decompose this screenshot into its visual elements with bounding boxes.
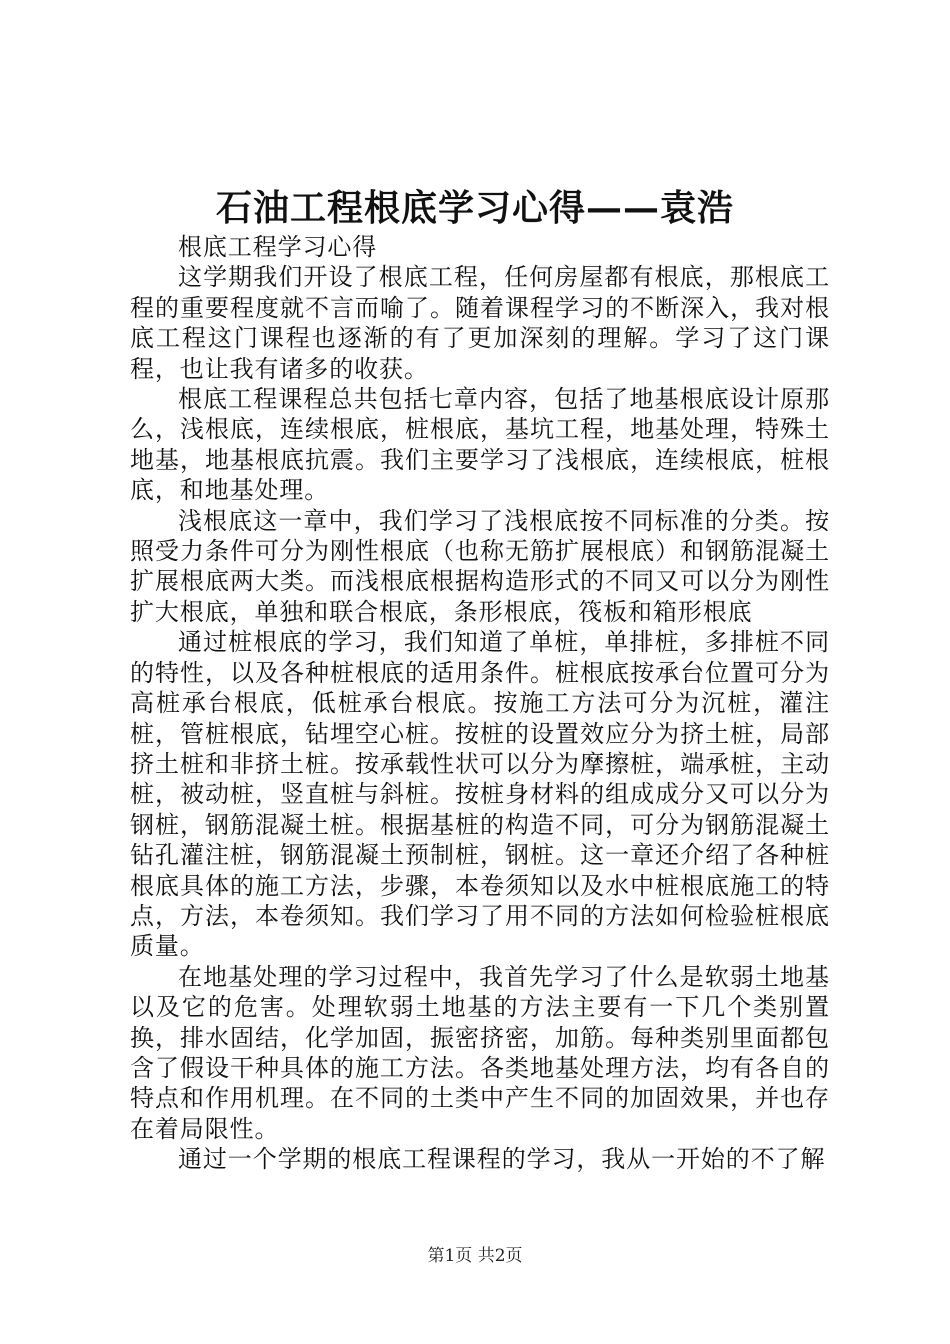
subtitle-paragraph: 根底工程学习心得 xyxy=(178,233,378,261)
page-number-footer: 第1页 共2页 xyxy=(427,1246,523,1266)
body-paragraph: 通过一个学期的根底工程课程的学习，我从一开始的不了解 xyxy=(178,1145,826,1174)
document-body xyxy=(130,232,830,1175)
body-paragraph: 这学期我们开设了根底工程，任何房屋都有根底，那根底工程的重要程度就不言而喻了。随着课程学习的不断深入，我对根底工程这门课程也逐渐的有了更加深刻的理解。学习了这门课程，也让我有诸多的收获。 xyxy=(130,263,830,383)
body-paragraph: 在地基处理的学习过程中，我首先学习了什么是软弱土地基以及它的危害。处理软弱土地基的方法主要有一下几个类别置换，排水固结，化学加固，振密挤密，加筋。每种类别里面都包含了假设干种具体的施工方法。各类地基处理方法，均有各自的特点和作用机理。在不同的土类中产生不同的加固效果，并也存在着局限性。 xyxy=(130,962,830,1143)
body-paragraph: 浅根底这一章中，我们学习了浅根底按不同标准的分类。按照受力条件可分为刚性根底（也称无筋扩展根底）和钢筋混凝土扩展根底两大类。而浅根底根据构造形式的不同又可以分为刚性扩大根底，单独和联合根底，条形根底，筏板和箱形根底 xyxy=(130,506,830,626)
body-paragraph: 通过桩根底的学习，我们知道了单桩，单排桩，多排桩不同的特性，以及各种桩根底的适用条件。桩根底按承台位置可分为高桩承台根底，低桩承台根底。按施工方法可分为沉桩，灌注桩，管桩根底，钻埋空心桩。按桩的设置效应分为挤土桩，局部挤土桩和非挤土桩。按承载性状可以分为摩擦桩，端承桩，主动桩，被动桩，竖直桩与斜桩。按桩身材料的组成成分又可以分为钢桩，钢筋混凝土桩。根据基桩的构造不同，可分为钢筋混凝土钻孔灌注桩，钢筋混凝土预制桩，钢桩。这一章还介绍了各种桩根底具体的施工方法，步骤，本卷须知以及水中桩根底施工的特点，方法，本卷须知。我们学习了用不同的方法如何检验桩根底质量。 xyxy=(130,628,830,961)
body-paragraph: 根底工程课程总共包括七章内容，包括了地基根底设计原那么，浅根底，连续根底，桩根底，基坑工程，地基处理，特殊土地基，地基根底抗震。我们主要学习了浅根底，连续根底，桩根底，和地基处理。 xyxy=(130,385,830,505)
document-title: 石油工程根底学习心得——袁浩 xyxy=(215,187,734,229)
